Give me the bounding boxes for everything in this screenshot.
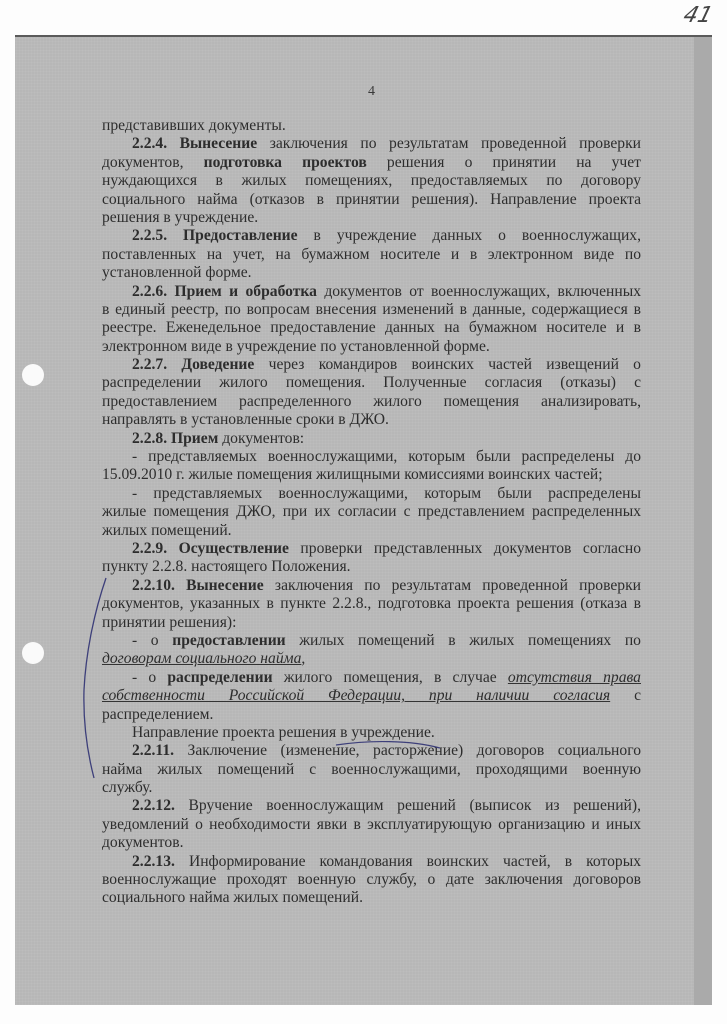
text-line: [102, 632, 641, 650]
bold-term: 2.2.8. Прием: [132, 429, 219, 447]
text-span: Информирование командования воинских частей, в которых: [174, 852, 641, 870]
bold-term: 2.2.5. Предоставление: [132, 227, 298, 245]
text-line: [102, 797, 641, 815]
text-span: заключения по результатам проведенной проверки: [257, 135, 641, 153]
text-span: документов:: [218, 429, 305, 447]
text-span: жилого помещения, в случае: [272, 668, 508, 686]
scan-edge-strip: [694, 37, 712, 1005]
text-span: жилых помещений в жилых помещениях по: [285, 631, 641, 649]
text-span: документов от военнослужащих, включенных: [316, 282, 641, 300]
text-span: Заключение (изменение, расторжение) договоров социального: [174, 742, 641, 760]
text-span: представивших документы.: [102, 117, 286, 134]
bold-term: предоставлении: [172, 631, 286, 649]
text-span: установленной форме.: [102, 264, 252, 282]
text-line: [102, 191, 641, 209]
text-span: заключения по результатам проведенной проверки: [263, 576, 641, 594]
bold-term: 2.2.6. Прием и обработка: [132, 282, 317, 300]
text-span: решения о принятии на учет: [366, 153, 641, 171]
text-line: [102, 558, 641, 576]
punch-hole: [22, 642, 44, 664]
text-line: [102, 319, 641, 337]
text-line: [102, 374, 641, 392]
text-line: [102, 522, 641, 540]
text-span: уведомлений о необходимости явки в эксплуатирующую организацию и иных: [102, 815, 641, 833]
text-span: жилых помещений.: [102, 521, 232, 539]
text-span: распределении жилого помещения. Полученные согласия (отказы) с: [102, 374, 641, 392]
bold-term: подготовка проектов: [203, 153, 367, 171]
text-line: [102, 650, 641, 668]
text-line: [102, 816, 641, 834]
text-line: [102, 135, 641, 153]
text-span: через командиров воинских частей извещений о: [254, 356, 641, 374]
text-span: в учреждение данных о военнослужащих,: [297, 227, 641, 245]
text-span: с: [610, 687, 641, 705]
text-span: предоставлением распределенного жилого помещения анализировать,: [102, 392, 641, 410]
text-line: [102, 485, 641, 503]
text-span: направлять в установленные сроки в ДЖО.: [102, 411, 389, 429]
text-span: документов,: [102, 153, 204, 171]
text-line: [102, 871, 641, 889]
text-line: [102, 540, 641, 558]
text-line: [102, 834, 641, 852]
text-span: 15.09.2010 г. жилые помещения жилищными комиссиями воинских частей;: [102, 466, 603, 484]
text-span: документов.: [102, 834, 184, 852]
text-span: проверки представленных документов согласно: [288, 539, 642, 557]
text-line: [102, 853, 641, 871]
text-span: решения в учреждение.: [102, 208, 259, 226]
text-span: в единый реестр, по вопросам внесения изменений в данные, содержащиеся в: [102, 300, 641, 318]
text-span: - о: [132, 668, 168, 686]
text-span: Вручение военнослужащим решений (выписок из решений),: [174, 797, 641, 815]
text-line: [102, 779, 641, 797]
text-span: нуждающихся в жилых помещениях, предоставляемых по договору: [102, 172, 641, 190]
text-line: [102, 338, 641, 356]
underlined-phrase: отсутствия права: [507, 668, 641, 686]
text-span: документов, указанных в пункте 2.2.8., подготовка проекта решения (отказа в: [102, 595, 641, 613]
text-line: [102, 154, 641, 172]
text-span: жилые помещения ДЖО, при их согласии с представлением распределенных: [102, 503, 641, 521]
text-span: службу.: [102, 779, 153, 797]
text-span: социального найма (отказов в принятии решения). Направление проекта: [102, 190, 641, 208]
text-line: [102, 209, 641, 227]
text-span: найма жилых помещений с военнослужащими, проходящими военную: [102, 760, 641, 778]
text-line: [102, 411, 641, 429]
text-line: [102, 172, 641, 190]
text-line: [102, 227, 641, 245]
punch-hole: [22, 364, 44, 386]
text-line: [102, 264, 641, 282]
text-line: [102, 577, 641, 595]
text-span: ,: [301, 650, 306, 668]
text-line: [102, 761, 641, 779]
bold-term: 2.2.10. Вынесение: [132, 576, 264, 594]
text-line: [102, 301, 641, 319]
bold-term: 2.2.12.: [132, 797, 175, 815]
text-line: [102, 246, 641, 264]
text-line: [102, 448, 641, 466]
text-line: [102, 430, 641, 448]
page-number: 4: [368, 84, 375, 99]
text-span: - представляемых военнослужащими, которым были распределены до: [132, 448, 641, 466]
text-line: [102, 356, 641, 374]
bold-term: распределении: [167, 668, 273, 686]
text-line: [102, 742, 641, 760]
handwritten-sheet-number: 41: [680, 3, 716, 28]
bold-term: 2.2.7. Доведение: [132, 356, 255, 374]
text-line: [102, 724, 641, 742]
bold-term: 2.2.4. Вынесение: [132, 135, 258, 153]
bold-term: 2.2.13.: [132, 852, 175, 870]
bold-term: 2.2.11.: [132, 742, 175, 760]
text-span: - о: [132, 631, 173, 649]
text-line: [102, 283, 641, 301]
text-span: военнослужащие проходят военную службу, о дате заключения договоров: [102, 871, 641, 889]
text-span: принятии решения):: [102, 613, 237, 631]
text-line: [102, 595, 641, 613]
text-line: [102, 706, 641, 724]
text-line: [102, 889, 641, 907]
underlined-phrase: собственности Российской Федерации, при наличии согласия: [102, 687, 611, 705]
text-span: - представляемых военнослужащими, которым были распределены: [132, 484, 641, 502]
text-line: [102, 614, 641, 632]
text-line: [102, 503, 641, 521]
text-line: [102, 117, 641, 135]
text-span: реестре. Еженедельное предоставление данных на бумажном носителе и в: [102, 319, 641, 337]
text-line: [102, 466, 641, 484]
text-span: пункту 2.2.8. настоящего Положения.: [102, 558, 351, 576]
text-line: [102, 393, 641, 411]
underlined-phrase: договорам социального найма: [102, 650, 302, 668]
bold-term: 2.2.9. Осуществление: [132, 539, 289, 557]
document-body: [102, 117, 641, 908]
text-line: [102, 669, 641, 687]
text-span: социального найма жилых помещений.: [102, 889, 363, 907]
text-span: электронном виде в учреждение по установленной форме.: [102, 337, 490, 355]
text-span: Направление проекта решения в учреждение.: [132, 723, 435, 741]
text-line: [102, 687, 641, 705]
text-span: распределением.: [102, 705, 214, 723]
text-span: поставленных на учет, на бумажном носителе и в электронном виде по: [102, 245, 641, 263]
